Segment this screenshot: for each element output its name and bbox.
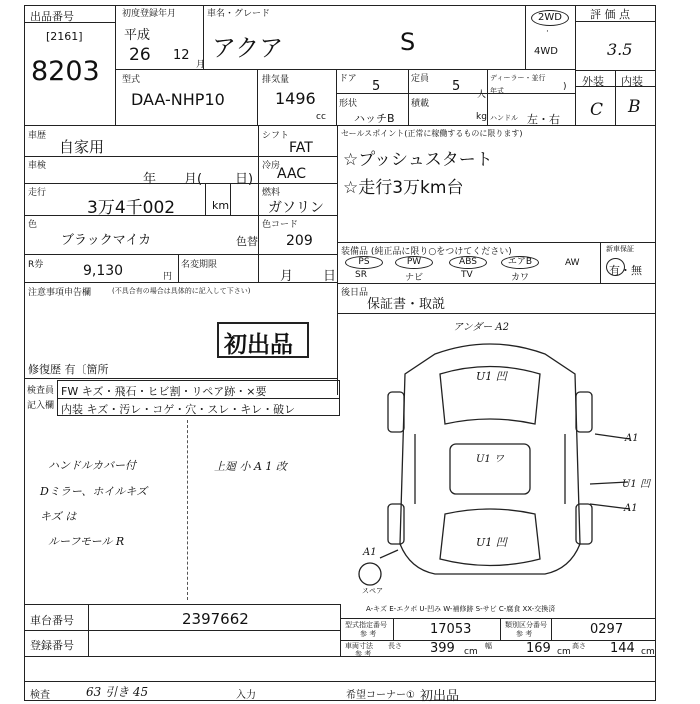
divider — [336, 69, 337, 125]
input-label: 入力 — [236, 690, 256, 701]
mileage-value: 3万4千002 — [87, 198, 176, 218]
first-reg-label: 初度登録年月 — [122, 9, 177, 19]
new-warranty-value: 有・無 — [609, 264, 642, 277]
spare-circle — [359, 563, 381, 585]
inspect-label: 車検 — [28, 161, 47, 171]
ext-grade: C — [590, 100, 604, 120]
hw-top-label: アンダー A2 — [453, 322, 509, 333]
disp-value: 1496 — [275, 89, 316, 108]
wheel-fr — [576, 392, 592, 432]
color-code-value: 209 — [286, 233, 313, 249]
divider — [340, 618, 656, 619]
divider — [337, 125, 338, 395]
int-grade: B — [628, 97, 641, 117]
inspect-month: 月( — [184, 172, 203, 187]
reg-month-unit: 月 — [196, 60, 206, 70]
drive-dot: · — [546, 27, 549, 37]
color-value: ブラックマイカ — [61, 233, 152, 248]
hw-hood: U1 凹 — [476, 370, 507, 383]
class-sub: 参 考 — [516, 630, 533, 638]
class-label: 類別区分番号 — [505, 621, 547, 629]
inspect-day: 日) — [235, 172, 254, 187]
shape-label: 形状 — [339, 99, 358, 109]
wid-label: 幅 — [485, 642, 492, 650]
inspector-label-2: 記入欄 — [27, 401, 55, 411]
divider — [575, 21, 656, 22]
recycle-label: R券 — [28, 260, 44, 270]
repair-history: 修復歴 有〔箇所 — [28, 363, 109, 376]
divider — [115, 69, 575, 70]
len-label: 長さ — [388, 642, 402, 650]
equipment-grid — [345, 256, 595, 282]
divider — [24, 630, 340, 631]
wid-unit: cm — [557, 647, 571, 657]
shift-value: FAT — [289, 140, 313, 156]
divider — [24, 378, 337, 379]
pointer-4 — [380, 550, 398, 558]
wid-value: 169 — [526, 641, 551, 656]
hw-a1-c: A1 — [363, 547, 377, 558]
divider — [24, 681, 656, 682]
hw-trunk: U1 凹 — [476, 536, 507, 549]
divider — [178, 254, 179, 282]
divider — [24, 254, 337, 255]
equip-abs: ABS — [449, 256, 487, 269]
equip-navi: ナビ — [405, 273, 424, 283]
model-name: アクア — [212, 34, 284, 62]
lot-no: 8203 — [31, 56, 100, 87]
int-label: 内装 — [621, 75, 643, 88]
inspect-label-bottom: 検査 — [30, 690, 50, 701]
cap-label: 定員 — [411, 74, 430, 84]
divider — [24, 125, 656, 126]
hw-left-4: ルーフモール R — [48, 535, 125, 548]
fuel-value: ガソリン — [268, 200, 324, 216]
drive-4wd: 4WD — [534, 46, 558, 57]
title-exp-day: 日 — [323, 269, 337, 284]
class-value: 0297 — [590, 622, 624, 637]
divider — [525, 5, 526, 69]
recycle-value: 9,130 — [83, 263, 124, 279]
mileage-label: 走行 — [28, 188, 47, 198]
type-no-label: 型式指定番号 — [345, 621, 387, 629]
name-grade-label: 車名・グレード — [207, 9, 271, 19]
score: 3.5 — [607, 40, 633, 59]
first-listing-stamp — [217, 322, 309, 358]
divider — [336, 93, 575, 94]
divider — [205, 183, 206, 215]
ext-label: 外装 — [582, 75, 604, 88]
notes-sub: (不具合有の場合は具体的に記入して下さい) — [112, 287, 251, 295]
load-unit: kg — [476, 112, 487, 122]
hei-label: 高さ — [572, 642, 586, 650]
drive-2wd: 2WD — [531, 10, 569, 26]
shape-value: ハッチB — [354, 112, 395, 125]
equip-airbag: エアB — [501, 256, 539, 269]
door-value: 5 — [372, 79, 381, 94]
chassis-label: 車台番号 — [30, 614, 74, 627]
divider — [337, 283, 656, 284]
divider — [57, 398, 340, 399]
color-label: 色 — [28, 220, 38, 230]
divider — [24, 656, 656, 657]
hw-left-2: Dミラー、ホイルキズ — [40, 485, 148, 498]
inspector-label-1: 検査員 — [27, 386, 55, 396]
divider — [575, 86, 656, 87]
divider — [230, 183, 231, 215]
sales-point-1: ☆プッシュスタート — [343, 150, 493, 170]
divider — [24, 282, 337, 283]
lot-no-label: 出品番号 — [30, 10, 74, 23]
legend: A-キズ E-エクボ U-凹み W-補修跡 S-サビ C-腐食 XX-交換済 — [366, 605, 556, 613]
corner-value: 初出品 — [420, 689, 460, 704]
inspector-row-1: FW キズ・飛石・ヒビ割・リペア跡・×要 — [61, 385, 267, 398]
inspect-year: 年 — [143, 172, 157, 187]
hw-right-1: 上廻 小 A 1 改 — [214, 460, 287, 473]
reg-month: 12 — [173, 48, 190, 63]
sales-point-2: ☆走行3万km台 — [343, 178, 464, 198]
len-unit: cm — [464, 647, 478, 657]
inspector-row-2: 内装 キズ・汚レ・コゲ・穴・スレ・キレ・破レ — [61, 403, 296, 416]
dealer-paren: ) — [563, 82, 567, 92]
divider — [600, 242, 601, 283]
hei-value: 144 — [610, 641, 635, 656]
fuel-label: 燃料 — [262, 188, 281, 198]
len-value: 399 — [430, 641, 455, 656]
usage-label: 車歴 — [28, 131, 47, 141]
divider — [24, 22, 115, 23]
handle-value: 左・右 — [527, 113, 560, 126]
divider — [24, 604, 340, 605]
type-no-sub: 参 考 — [360, 630, 377, 638]
equip-leather: カワ — [511, 273, 530, 283]
cap-value: 5 — [452, 79, 461, 94]
ac-value: AAC — [277, 166, 307, 182]
inspect-value-bottom: 63 引き 45 — [86, 685, 149, 699]
divider — [575, 5, 576, 125]
divider — [615, 70, 616, 125]
load-label: 積載 — [411, 99, 430, 109]
divider — [393, 618, 394, 640]
handle-label: ハンドル — [490, 114, 518, 122]
reg-label: 登録番号 — [30, 639, 74, 652]
divider — [487, 69, 488, 125]
hw-left-1: ハンドルカバー付 — [48, 459, 136, 472]
divider — [258, 156, 337, 157]
divider — [500, 618, 501, 640]
attachments-label: 後日品 — [341, 288, 369, 298]
equip-pw: PW — [395, 256, 433, 269]
hw-left-3: キズ は — [40, 510, 77, 523]
divider — [551, 618, 552, 640]
equip-ps: PS — [345, 256, 383, 269]
hw-a1-d: U1 凹 — [622, 479, 650, 490]
divider — [340, 604, 341, 656]
color-change-label: 色替 — [236, 235, 258, 248]
notes-label: 注意事項申告欄 — [28, 288, 92, 298]
model-year-label: 年式 — [490, 87, 504, 95]
type-no-value: 17053 — [430, 622, 472, 637]
stamp-text: 初出品 — [224, 332, 293, 358]
size-label: 車両寸法 — [345, 642, 373, 650]
equipment-label: 装備品 (純正品に限り○をつけてください) — [341, 247, 512, 257]
shift-label: シフト — [262, 131, 290, 141]
disp-unit: cc — [316, 112, 326, 122]
corner-label: 希望コーナー① — [346, 690, 415, 701]
divider — [337, 242, 656, 243]
disp-label: 排気量 — [262, 75, 290, 85]
wheel-fl — [388, 392, 404, 432]
divider — [408, 69, 409, 125]
title-exp-month: 月 — [280, 269, 294, 284]
hei-unit: cm — [641, 647, 655, 657]
equip-sr: SR — [355, 270, 367, 280]
type-label: 型式 — [122, 75, 141, 85]
divider — [187, 420, 188, 600]
type-value: DAA-NHP10 — [131, 90, 225, 109]
ac-label: 冷房 — [262, 161, 281, 171]
rating-label: 評 価 点 — [590, 8, 630, 21]
equip-tv: TV — [461, 270, 473, 280]
reg-year: 26 — [129, 45, 151, 65]
mileage-unit: km — [212, 199, 230, 212]
recycle-unit: 円 — [163, 272, 173, 282]
sales-points-label: セールスポイント(正常に稼働するものに限ります) — [341, 129, 523, 138]
equip-aw: AW — [565, 258, 580, 268]
warranty-circle — [606, 258, 625, 276]
hw-roof: U1 ワ — [476, 454, 504, 465]
color-code-label: 色コード — [262, 220, 299, 230]
size-sub: 参 考 — [355, 650, 372, 658]
divider — [115, 5, 116, 125]
usage-value: 自家用 — [59, 138, 105, 156]
spare-label: スペア — [362, 587, 383, 595]
chassis-value: 2397662 — [182, 610, 249, 628]
new-warranty-label: 新車保証 — [606, 245, 634, 253]
door-label: ドア — [339, 74, 357, 84]
attachments-value: 保証書・取説 — [367, 297, 446, 312]
grade: S — [400, 28, 416, 56]
era: 平成 — [124, 28, 151, 43]
hw-a1-a: A1 — [625, 433, 639, 444]
dealer-label: ディーラー・並行 — [490, 74, 546, 82]
divider — [257, 69, 258, 125]
divider — [258, 125, 259, 282]
title-exp-label: 名変期限 — [181, 260, 218, 270]
hw-a1-b: A1 — [624, 503, 638, 514]
bracket-no: [2161] — [46, 30, 83, 43]
divider — [258, 183, 337, 184]
cap-unit: 人 — [477, 90, 487, 100]
